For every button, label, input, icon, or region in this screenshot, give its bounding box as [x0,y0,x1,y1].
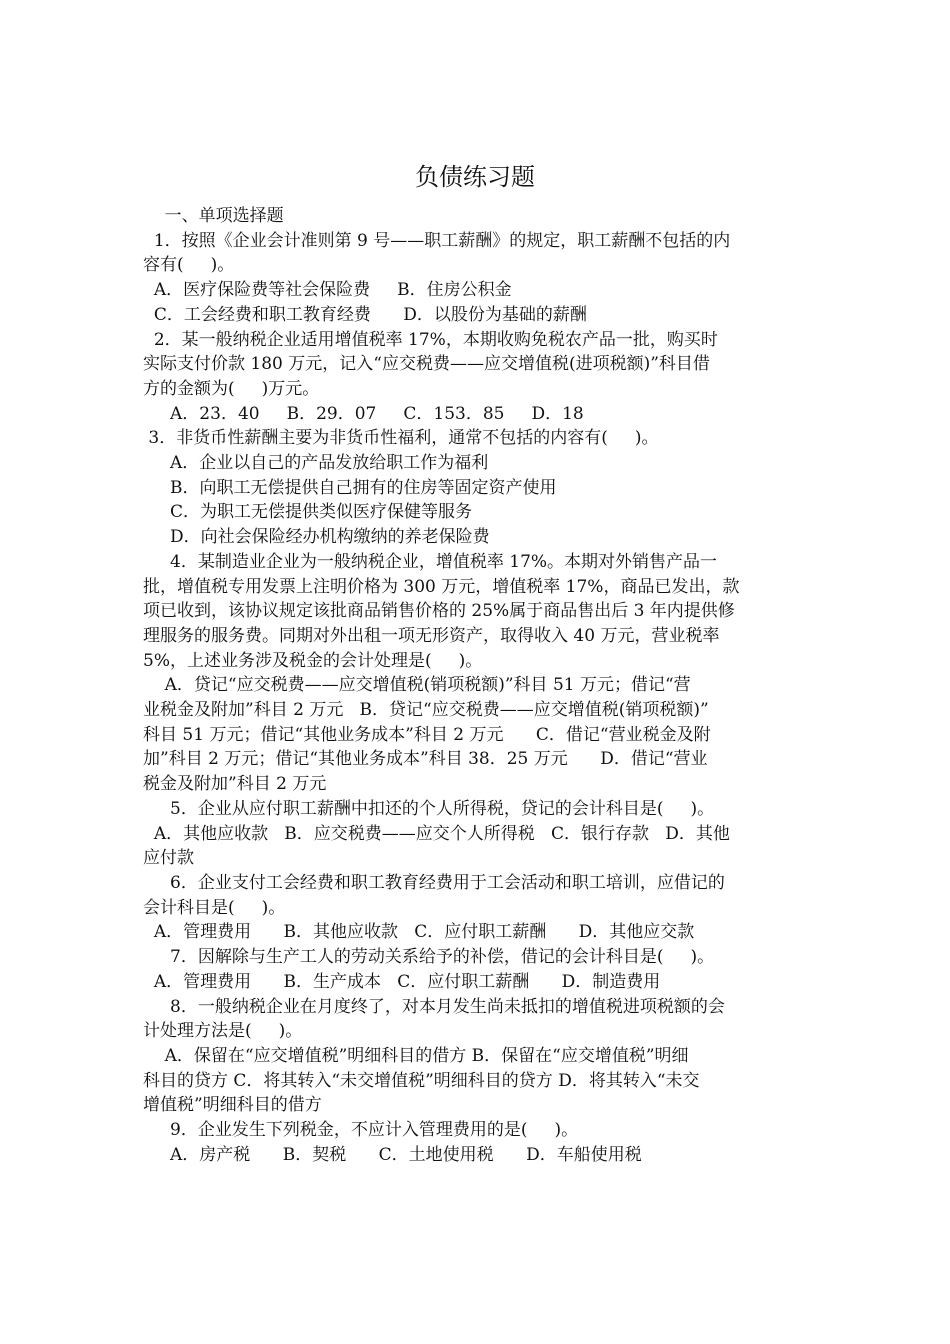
text-line: 批，增值税专用发票上注明价格为 300 万元，增值税率 17%，商品已发出，款 [143,576,740,597]
text-line: 方的金额为( )万元。 [143,378,320,399]
text-line: A．其他应收款 B．应交税费——应交个人所得税 C．银行存款 D．其他 [143,823,730,844]
text-line: 科目 51 万元；借记“其他业务成本”科目 2 万元 C．借记“营业税金及附 [143,724,711,745]
text-line: 理服务的服务费。同期对外出租一项无形资产，取得收入 40 万元，营业税率 [143,625,720,646]
text-line: 业税金及附加”科目 2 万元 B．贷记“应交税费——应交增值税(销项税额)” [143,700,709,721]
text-line: 计处理方法是( )。 [143,1021,303,1042]
text-line: A．企业以自己的产品发放给职工作为福利 [143,453,489,474]
text-line: A．管理费用 B．生产成本 C．应付职工薪酬 D．制造费用 [143,971,661,992]
text-line: 1．按照《企业会计准则第 9 号——职工薪酬》的规定，职工薪酬不包括的内 [143,230,731,251]
text-line: 5%，上述业务涉及税金的会计处理是( )。 [143,650,483,671]
text-line: C．为职工无偿提供类似医疗保健等服务 [143,502,473,523]
text-line: A．医疗保险费等社会保险费 B．住房公积金 [143,280,512,301]
text-line: 7．因解除与生产工人的劳动关系给予的补偿，借记的会计科目是( )。 [143,947,715,968]
text-line: A．管理费用 B．其他应收款 C．应付职工薪酬 D．其他应交款 [143,922,695,943]
document-title: 负债练习题 [415,163,535,191]
text-line: 容有( )。 [143,255,235,276]
text-line: 5．企业从应付职工薪酬中扣还的个人所得税，贷记的会计科目是( )。 [143,798,715,819]
document-body [143,204,807,1167]
text-line: A．贷记“应交税费——应交增值税(销项税额)”科目 51 万元；借记“营 [143,675,691,696]
text-line: 应付款 [143,848,194,869]
text-line: 9．企业发生下列税金，不应计入管理费用的是( )。 [143,1120,579,1141]
text-line: 8．一般纳税企业在月度终了，对本月发生尚未抵扣的增值税进项税额的会 [143,996,725,1017]
text-line: 3．非货币性薪酬主要为非货币性福利，通常不包括的内容有( )。 [143,428,659,449]
text-line: A．保留在“应交增值税”明细科目的借方 B．保留在“应交增值税”明细 [143,1045,689,1066]
text-line: 科目的贷方 C．将其转入“未交增值税”明细科目的贷方 D．将其转入“未交 [143,1070,700,1091]
text-line: C．工会经费和职工教育经费 D．以股份为基础的薪酬 [143,304,587,325]
text-line: 6．企业支付工会经费和职工教育经费用于工会活动和职工培训，应借记的 [143,872,725,893]
text-line: D．向社会保险经办机构缴纳的养老保险费 [143,527,490,548]
text-line: B．向职工无偿提供自己拥有的住房等固定资产使用 [143,477,557,498]
text-line: 加”科目 2 万元；借记“其他业务成本”科目 38．25 万元 D．借记“营业 [143,749,708,770]
text-line: 2．某一般纳税企业适用增值税率 17%，本期收购免税农产品一批，购买时 [143,329,718,350]
text-line: 项已收到，该协议规定该批商品销售价格的 25%属于商品售出后 3 年内提供修 [143,601,735,622]
text-line: 4．某制造业企业为一般纳税企业，增值税率 17%。本期对外销售产品一 [143,551,718,572]
text-line: 税金及附加”科目 2 万元 [143,774,327,795]
text-line: A．房产税 B．契税 C．土地使用税 D．车船使用税 [143,1144,642,1165]
document-page [143,160,807,1167]
text-line: 实际支付价款 180 万元，记入“应交税费——应交增值税(进项税额)”科目借 [143,354,710,375]
text-line: 一、单项选择题 [143,206,284,226]
text-line: A．23．40 B．29．07 C．153．85 D．18 [143,403,584,424]
text-line: 增值税”明细科目的借方 [143,1095,322,1116]
text-line: 会计科目是( )。 [143,897,286,918]
